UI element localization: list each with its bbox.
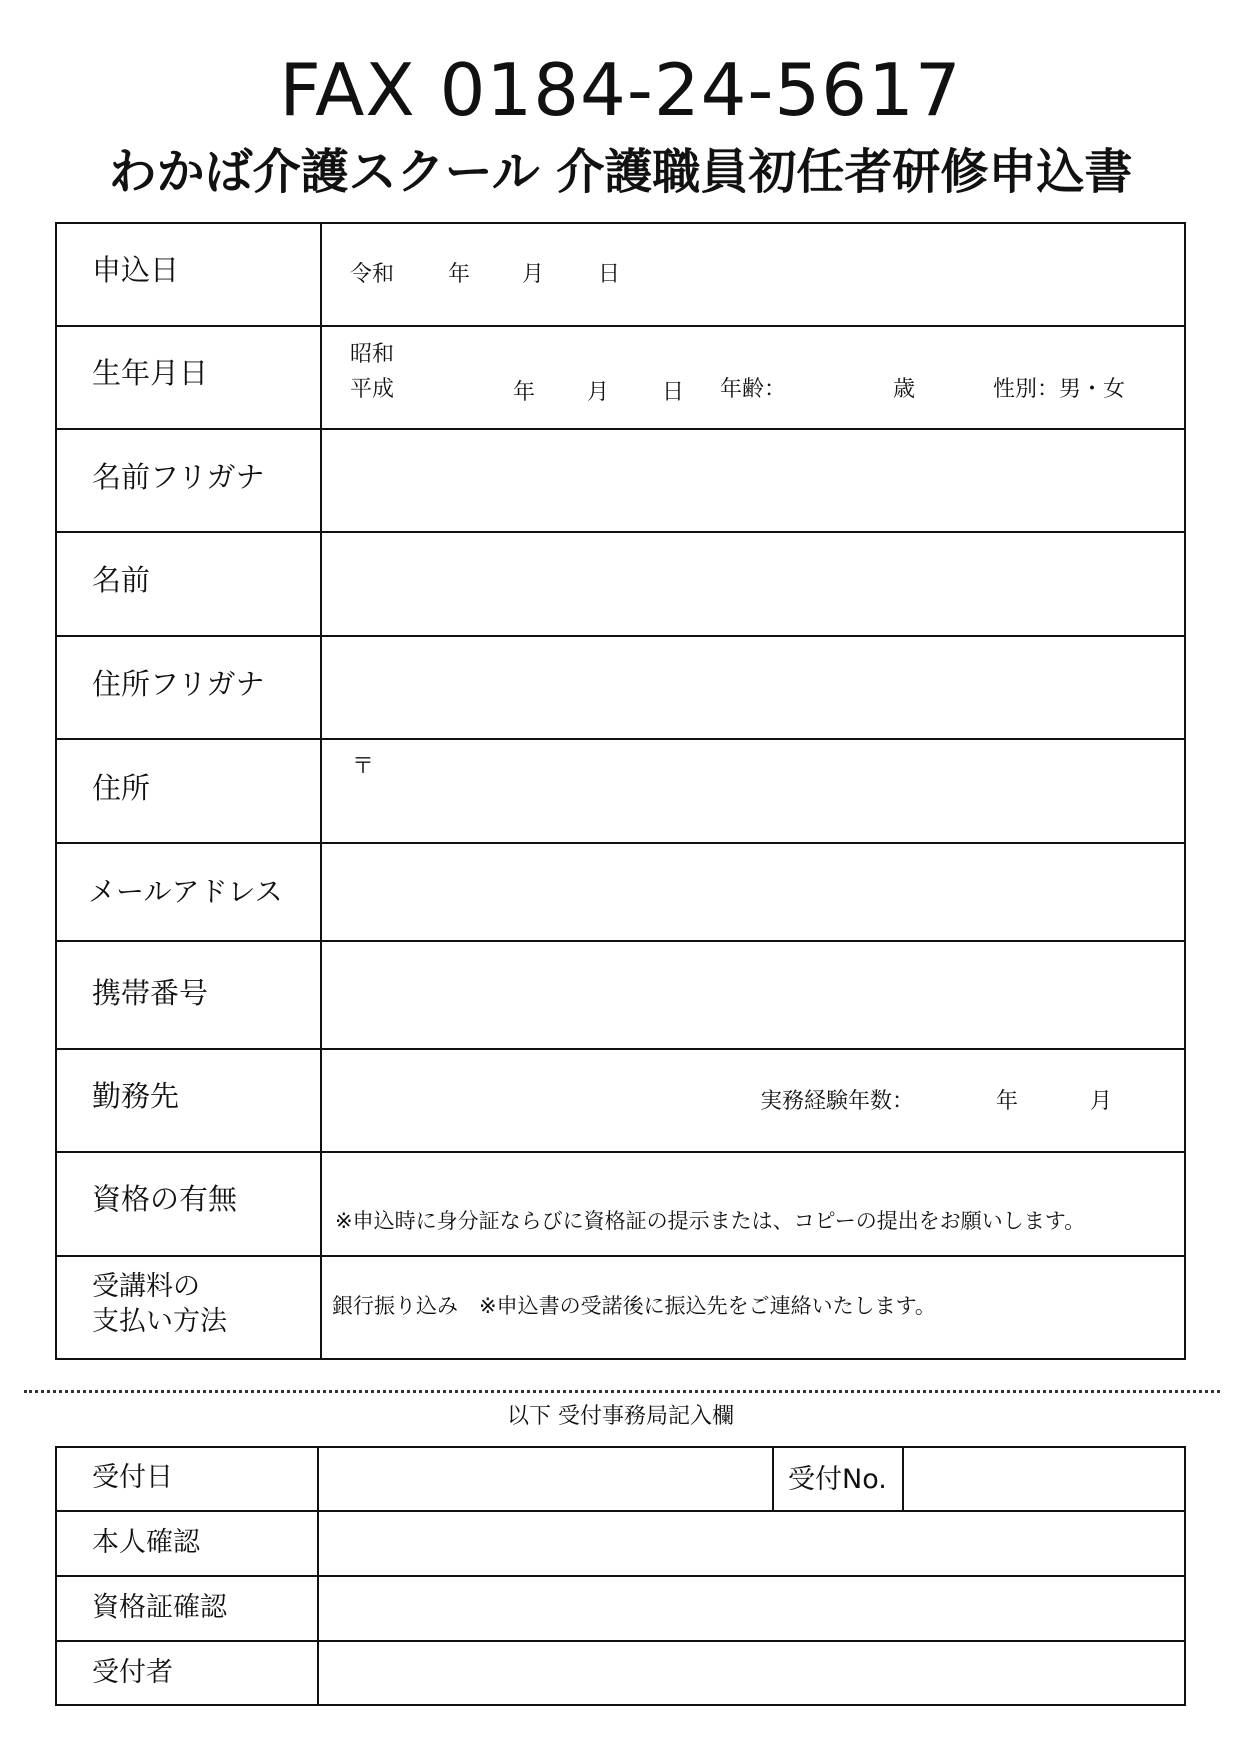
email-label: メールアドレス — [88, 875, 283, 908]
postal-mark: 〒 — [352, 754, 375, 779]
mobile-field[interactable] — [322, 942, 1184, 1048]
gender-label: 性別：男・女 — [993, 377, 1126, 402]
license-check-label: 資格証確認 — [92, 1592, 227, 1623]
name-label: 名前 — [92, 563, 151, 597]
identity-check-field[interactable] — [319, 1512, 1184, 1575]
experience-month: 月 — [1090, 1089, 1113, 1114]
identity-check-label: 本人確認 — [92, 1527, 200, 1558]
application-date-field[interactable] — [322, 224, 1184, 325]
age-label: 年齢： — [720, 377, 787, 402]
name-kana-label: 名前フリガナ — [92, 460, 265, 494]
application-date-year: 年 — [448, 262, 471, 287]
birthdate-year: 年 — [513, 380, 536, 405]
application-date-month: 月 — [522, 262, 545, 287]
payment-label-line2: 支払い方法 — [92, 1306, 227, 1337]
payment-label-line1: 受講料の — [92, 1271, 200, 1302]
receiver-label: 受付者 — [92, 1657, 173, 1688]
experience-year: 年 — [996, 1089, 1019, 1114]
form-title: わかば介護スクール 介護職員初任者研修申込書 — [108, 144, 1133, 200]
application-date-era: 令和 — [350, 262, 395, 287]
name-field[interactable] — [322, 533, 1184, 635]
birthdate-era-heisei: 平成 — [350, 377, 395, 402]
birthdate-era-showa: 昭和 — [350, 342, 395, 367]
name-kana-field[interactable] — [322, 430, 1184, 531]
email-field[interactable] — [322, 844, 1184, 940]
experience-label: 実務経験年数： — [760, 1089, 915, 1114]
age-unit: 歳 — [893, 377, 916, 402]
office-no-divider-left — [772, 1446, 774, 1511]
address-label: 住所 — [92, 771, 151, 805]
workplace-field[interactable] — [322, 1050, 1184, 1151]
application-date-day: 日 — [598, 262, 621, 287]
payment-method: 銀行振り込み ※申込書の受諾後に振込先をご連絡いたします。 — [332, 1294, 936, 1318]
fax-number: FAX 0184-24-5617 — [279, 48, 962, 132]
birthdate-month: 月 — [587, 380, 610, 405]
license-check-field[interactable] — [319, 1577, 1184, 1640]
workplace-label: 勤務先 — [92, 1079, 180, 1113]
qualification-note: ※申込時に身分証ならびに資格証の提示または、コピーの提出をお願いします。 — [335, 1209, 1086, 1233]
received-date-label: 受付日 — [92, 1462, 173, 1493]
receiver-field[interactable] — [319, 1642, 1184, 1704]
qualification-field[interactable] — [322, 1153, 1184, 1203]
qualification-label: 資格の有無 — [92, 1182, 238, 1216]
received-no-label: 受付No. — [788, 1464, 887, 1495]
received-date-field[interactable] — [319, 1448, 772, 1510]
section-separator — [24, 1390, 1220, 1393]
received-no-field[interactable] — [904, 1448, 1184, 1510]
address-field[interactable] — [322, 740, 1184, 842]
birthdate-day: 日 — [662, 380, 685, 405]
birthdate-label: 生年月日 — [92, 356, 209, 390]
birthdate-field[interactable] — [322, 327, 1184, 428]
row-divider — [55, 1255, 1186, 1257]
mobile-label: 携帯番号 — [92, 976, 209, 1010]
address-kana-label: 住所フリガナ — [92, 667, 265, 701]
application-date-label: 申込日 — [92, 253, 180, 287]
address-kana-field[interactable] — [322, 637, 1184, 738]
office-section-heading: 以下 受付事務局記入欄 — [507, 1404, 734, 1429]
